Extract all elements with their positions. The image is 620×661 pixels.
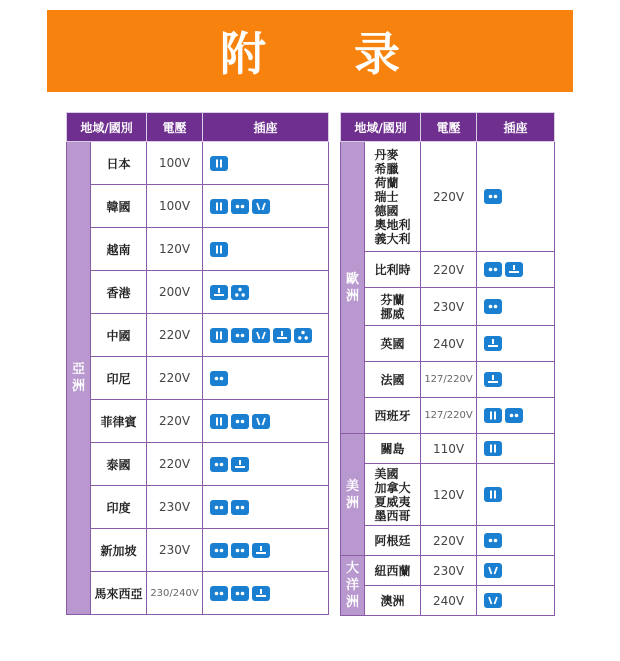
two-round-pins-socket-icon [484,262,502,277]
socket-cell [477,288,555,326]
two-flat-pins-socket-icon [484,487,502,502]
socket-cell [477,464,555,526]
europe-america-oceania-plug-table [340,112,555,616]
country-cell: 日本 [91,142,147,185]
voltage-cell: 230V [147,529,203,572]
voltage-cell: 220V [147,357,203,400]
grounded-flat-pins-socket-icon [505,262,523,277]
country-cell: 泰國 [91,443,147,486]
country-name: 芬蘭 [380,292,405,307]
country-name: 奧地利 [374,217,411,232]
country-name: 加拿大 [374,480,411,495]
country-cell [365,288,421,326]
voltage-cell: 230V [421,288,477,326]
angled-pins-socket-icon [484,563,502,578]
voltage-cell: 220V [147,400,203,443]
voltage-cell: 120V [421,464,477,526]
country-cell [365,142,421,252]
table-row [341,434,555,464]
country-name: 荷蘭 [374,175,399,190]
socket-cell [203,314,329,357]
socket-cell [477,398,555,434]
angled-pins-socket-icon [484,593,502,608]
country-cell: 比利時 [365,252,421,288]
country-name: 瑞士 [374,189,399,204]
country-cell: 中國 [91,314,147,357]
socket-cell [477,434,555,464]
region-label: 美洲 [345,478,359,511]
socket-cell [203,357,329,400]
table-header-row [67,113,329,142]
voltage-cell: 220V [421,142,477,252]
socket-cell [203,228,329,271]
two-round-pins-socket-icon [210,500,228,515]
voltage-cell: 240V [421,326,477,362]
two-flat-pins-socket-icon [210,242,228,257]
asia-plug-table [66,112,329,615]
socket-cell [203,185,329,228]
table-row [341,362,555,398]
table-header-row [341,113,555,142]
voltage-cell: 220V [421,526,477,556]
table-row [341,326,555,362]
page-title: 附 录 [219,27,436,81]
two-flat-pins-socket-icon [210,156,228,171]
grounded-flat-pins-socket-icon [484,336,502,351]
table-row [341,142,555,252]
region-oceania [341,556,365,616]
table-row [67,185,329,228]
voltage-cell: 220V [147,443,203,486]
voltage-cell: 220V [421,252,477,288]
region-label: 亞洲 [71,362,85,394]
voltage-cell: 127/220V [421,398,477,434]
socket-cell [477,252,555,288]
two-round-pins-socket-icon [231,328,249,343]
two-round-pins-socket-icon [210,543,228,558]
header-voltage: 電壓 [421,113,477,142]
country-name: 墨西哥 [374,508,411,523]
voltage-cell: 110V [421,434,477,464]
socket-cell [477,526,555,556]
voltage-cell: 120V [147,228,203,271]
country-cell: 菲律賓 [91,400,147,443]
two-flat-pins-socket-icon [210,199,228,214]
voltage-cell: 127/220V [421,362,477,398]
table-row [67,529,329,572]
socket-cell [203,486,329,529]
angled-pins-socket-icon [252,199,270,214]
region-asia [67,142,91,615]
socket-cell [203,443,329,486]
country-cell: 法國 [365,362,421,398]
socket-cell [477,142,555,252]
grounded-flat-pins-socket-icon [273,328,291,343]
country-cell: 韓國 [91,185,147,228]
socket-cell [477,326,555,362]
two-round-pins-socket-icon [210,457,228,472]
grounded-flat-pins-socket-icon [231,457,249,472]
table-row [341,526,555,556]
country-cell: 香港 [91,271,147,314]
table-row [341,586,555,616]
voltage-cell: 100V [147,185,203,228]
header-socket: 插座 [203,113,329,142]
voltage-cell: 220V [147,314,203,357]
socket-cell [477,586,555,616]
table-row [67,314,329,357]
two-round-pins-socket-icon [231,500,249,515]
country-cell: 紐西蘭 [365,556,421,586]
header-socket: 插座 [477,113,555,142]
socket-cell [203,572,329,615]
two-round-pins-socket-icon [484,189,502,204]
country-name: 希臘 [374,161,399,176]
two-round-pins-socket-icon [210,371,228,386]
table-row [67,486,329,529]
socket-cell [203,142,329,185]
socket-cell [203,529,329,572]
table-row [67,572,329,615]
country-cell: 西班牙 [365,398,421,434]
region-label: 大洋洲 [345,561,359,610]
table-row [341,556,555,586]
region-america [341,434,365,556]
grounded-flat-pins-socket-icon [484,372,502,387]
table-row [67,228,329,271]
two-round-pins-socket-icon [231,199,249,214]
country-cell: 越南 [91,228,147,271]
voltage-cell: 100V [147,142,203,185]
voltage-cell: 240V [421,586,477,616]
two-flat-pins-socket-icon [210,328,228,343]
grounded-flat-pins-socket-icon [210,285,228,300]
country-list [375,148,411,246]
header-region: 地域/國別 [67,113,147,142]
country-cell: 馬來西亞 [91,572,147,615]
country-name: 丹麥 [374,147,399,162]
country-cell: 阿根廷 [365,526,421,556]
socket-cell [477,362,555,398]
two-flat-pins-socket-icon [484,408,502,423]
country-name: 義大利 [374,231,411,246]
table-row [67,271,329,314]
header-voltage: 電壓 [147,113,203,142]
country-cell: 英國 [365,326,421,362]
header-region: 地域/國別 [341,113,421,142]
country-list [381,293,405,321]
country-cell: 澳洲 [365,586,421,616]
country-name: 美國 [374,466,399,481]
country-cell [365,464,421,526]
country-cell: 印度 [91,486,147,529]
country-cell: 印尼 [91,357,147,400]
two-round-pins-socket-icon [210,586,228,601]
table-row [67,443,329,486]
socket-cell [203,400,329,443]
two-round-pins-socket-icon [484,533,502,548]
voltage-cell: 200V [147,271,203,314]
table-row [341,398,555,434]
two-round-pins-socket-icon [231,543,249,558]
angled-pins-socket-icon [252,414,270,429]
table-row [341,464,555,526]
two-round-pins-socket-icon [505,408,523,423]
two-flat-pins-socket-icon [484,441,502,456]
country-name: 夏威夷 [374,494,411,509]
grounded-flat-pins-socket-icon [252,586,270,601]
socket-cell [477,556,555,586]
country-cell: 關島 [365,434,421,464]
two-round-pins-socket-icon [231,414,249,429]
socket-cell [203,271,329,314]
angled-pins-socket-icon [252,328,270,343]
country-list [375,467,411,523]
table-row [341,288,555,326]
voltage-cell: 230V [147,486,203,529]
three-round-pins-socket-icon [294,328,312,343]
two-flat-pins-socket-icon [210,414,228,429]
title-banner [47,10,573,92]
table-row [67,142,329,185]
table-row [341,252,555,288]
table-row [67,400,329,443]
three-round-pins-socket-icon [231,285,249,300]
table-row [67,357,329,400]
country-name: 德國 [374,203,399,218]
grounded-flat-pins-socket-icon [252,543,270,558]
voltage-cell: 230V [421,556,477,586]
voltage-cell: 230/240V [147,572,203,615]
two-round-pins-socket-icon [484,299,502,314]
country-cell: 新加坡 [91,529,147,572]
region-europe [341,142,365,434]
two-round-pins-socket-icon [231,586,249,601]
country-name: 挪威 [380,306,405,321]
region-label: 歐洲 [345,271,359,304]
